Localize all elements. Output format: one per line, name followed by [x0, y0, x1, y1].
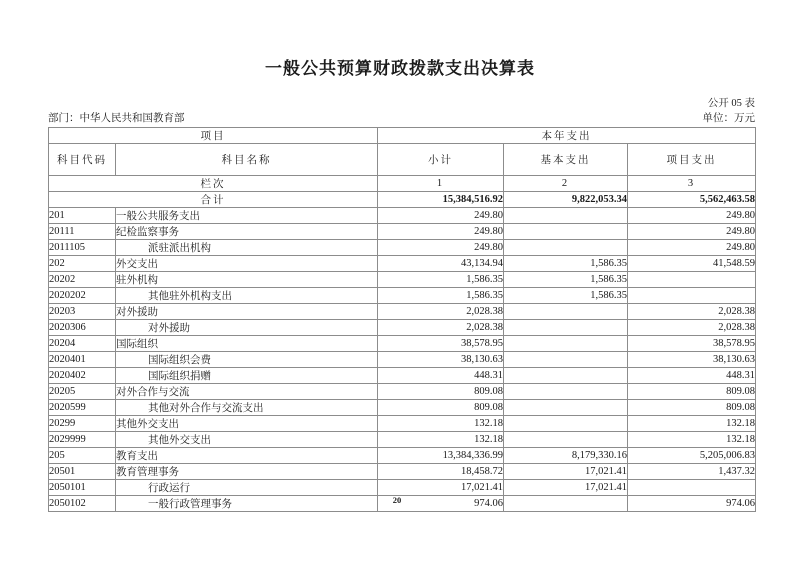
table-row — [49, 368, 756, 384]
subject-code-cell: 2020202 — [49, 288, 116, 304]
header-group-current-year-expense: 本年支出 — [378, 128, 756, 144]
table-row — [49, 352, 756, 368]
project-expense-cell: 132.18 — [628, 432, 756, 448]
subject-code-cell: 2020599 — [49, 400, 116, 416]
subject-name-cell: 对外援助 — [116, 304, 378, 320]
subtotal-cell: 38,130.63 — [378, 352, 504, 368]
basic-expense-cell — [504, 384, 628, 400]
column-index-2: 2 — [504, 176, 628, 192]
subject-name-cell: 其他外交支出 — [116, 432, 378, 448]
table-row — [49, 208, 756, 224]
project-expense-cell — [628, 272, 756, 288]
basic-expense-cell — [504, 336, 628, 352]
subtotal-cell: 17,021.41 — [378, 480, 504, 496]
page-title: 一般公共预算财政拨款支出决算表 — [265, 59, 535, 78]
table-body — [49, 208, 756, 512]
subtotal-cell: 974.06 — [378, 496, 504, 512]
subject-code-cell: 201 — [49, 208, 116, 224]
subtotal-cell: 13,384,336.99 — [378, 448, 504, 464]
budget-table — [48, 127, 756, 512]
basic-expense-cell — [504, 400, 628, 416]
subtotal-cell: 249.80 — [378, 224, 504, 240]
subject-name-cell: 国际组织捐赠 — [116, 368, 378, 384]
total-subtotal-value: 15,384,516.92 — [378, 192, 504, 208]
project-expense-cell: 809.08 — [628, 384, 756, 400]
project-expense-cell: 249.80 — [628, 240, 756, 256]
header-col-subtotal: 小计 — [378, 144, 504, 176]
subject-name-cell: 其他对外合作与交流支出 — [116, 400, 378, 416]
page-number: 20 — [392, 495, 402, 505]
table-row — [49, 400, 756, 416]
subject-name-cell: 对外援助 — [116, 320, 378, 336]
table-code-label: 公开 05 表 — [707, 98, 755, 109]
table-row — [49, 384, 756, 400]
subject-name-cell: 国际组织 — [116, 336, 378, 352]
subtotal-cell: 18,458.72 — [378, 464, 504, 480]
table-row — [49, 272, 756, 288]
project-expense-cell: 2,028.38 — [628, 320, 756, 336]
basic-expense-cell — [504, 432, 628, 448]
subject-code-cell: 205 — [49, 448, 116, 464]
basic-expense-cell: 1,586.35 — [504, 256, 628, 272]
project-expense-cell: 38,578.95 — [628, 336, 756, 352]
table-row — [49, 240, 756, 256]
subtotal-cell: 132.18 — [378, 416, 504, 432]
project-expense-cell: 249.80 — [628, 208, 756, 224]
subject-name-cell: 派驻派出机构 — [116, 240, 378, 256]
project-expense-cell: 249.80 — [628, 224, 756, 240]
subject-code-cell: 20111 — [49, 224, 116, 240]
subject-code-cell: 20205 — [49, 384, 116, 400]
basic-expense-cell — [504, 352, 628, 368]
basic-expense-cell — [504, 240, 628, 256]
project-expense-cell: 38,130.63 — [628, 352, 756, 368]
subtotal-cell: 809.08 — [378, 384, 504, 400]
header-col-basic-expense: 基本支出 — [504, 144, 628, 176]
basic-expense-cell — [504, 368, 628, 384]
subject-code-cell: 2050101 — [49, 480, 116, 496]
project-expense-cell: 1,437.32 — [628, 464, 756, 480]
basic-expense-cell: 17,021.41 — [504, 464, 628, 480]
subject-code-cell: 2050102 — [49, 496, 116, 512]
project-expense-cell: 2,028.38 — [628, 304, 756, 320]
table-row — [49, 432, 756, 448]
project-expense-cell: 448.31 — [628, 368, 756, 384]
header-group-row — [49, 128, 756, 144]
basic-expense-cell — [504, 224, 628, 240]
header-col-project-expense: 项目支出 — [628, 144, 756, 176]
subtotal-cell: 249.80 — [378, 240, 504, 256]
project-expense-cell — [628, 288, 756, 304]
basic-expense-cell: 1,586.35 — [504, 272, 628, 288]
subtotal-cell: 809.08 — [378, 400, 504, 416]
subject-name-cell: 其他驻外机构支出 — [116, 288, 378, 304]
subtotal-cell: 43,134.94 — [378, 256, 504, 272]
header-col-subject-code: 科目代码 — [49, 144, 116, 176]
table-row — [49, 256, 756, 272]
project-expense-cell: 5,205,006.83 — [628, 448, 756, 464]
column-index-1: 1 — [378, 176, 504, 192]
project-expense-cell — [628, 480, 756, 496]
table-row — [49, 288, 756, 304]
subject-name-cell: 一般行政管理事务 — [116, 496, 378, 512]
subject-code-cell: 20202 — [49, 272, 116, 288]
subject-name-cell: 教育管理事务 — [116, 464, 378, 480]
subtotal-cell: 448.31 — [378, 368, 504, 384]
basic-expense-cell — [504, 416, 628, 432]
subtotal-cell: 1,586.35 — [378, 288, 504, 304]
subject-name-cell: 教育支出 — [116, 448, 378, 464]
subject-code-cell: 20501 — [49, 464, 116, 480]
project-expense-cell: 974.06 — [628, 496, 756, 512]
basic-expense-cell — [504, 320, 628, 336]
subtotal-cell: 2,028.38 — [378, 304, 504, 320]
table-row — [49, 304, 756, 320]
subject-code-cell: 2020402 — [49, 368, 116, 384]
table-row — [49, 336, 756, 352]
subject-name-cell: 行政运行 — [116, 480, 378, 496]
subject-name-cell: 对外合作与交流 — [116, 384, 378, 400]
table-row — [49, 224, 756, 240]
header-group-project: 项目 — [49, 128, 378, 144]
subject-code-cell: 20299 — [49, 416, 116, 432]
subject-code-cell: 2020306 — [49, 320, 116, 336]
header-columns-row — [49, 144, 756, 176]
subject-code-cell: 2029999 — [49, 432, 116, 448]
basic-expense-cell: 17,021.41 — [504, 480, 628, 496]
subtotal-cell: 2,028.38 — [378, 320, 504, 336]
basic-expense-cell — [504, 304, 628, 320]
subject-code-cell: 202 — [49, 256, 116, 272]
meta-row — [48, 110, 755, 125]
subject-name-cell: 国际组织会费 — [116, 352, 378, 368]
header-col-subject-name: 科目名称 — [116, 144, 378, 176]
total-project-value: 5,562,463.58 — [628, 192, 756, 208]
subtotal-cell: 1,586.35 — [378, 272, 504, 288]
subject-code-cell: 20203 — [49, 304, 116, 320]
project-expense-cell: 132.18 — [628, 416, 756, 432]
table-row — [49, 320, 756, 336]
basic-expense-cell: 1,586.35 — [504, 288, 628, 304]
total-basic-value: 9,822,053.34 — [504, 192, 628, 208]
table-row — [49, 480, 756, 496]
column-index-3: 3 — [628, 176, 756, 192]
subject-name-cell: 外交支出 — [116, 256, 378, 272]
subject-name-cell: 其他外交支出 — [116, 416, 378, 432]
table-row — [49, 448, 756, 464]
subtotal-cell: 38,578.95 — [378, 336, 504, 352]
total-row — [49, 192, 756, 208]
subject-name-cell: 驻外机构 — [116, 272, 378, 288]
basic-expense-cell — [504, 208, 628, 224]
column-index-row — [49, 176, 756, 192]
subject-code-cell: 2020401 — [49, 352, 116, 368]
project-expense-cell: 809.08 — [628, 400, 756, 416]
unit-label: 单位：万元 — [702, 113, 755, 124]
subject-code-cell: 20204 — [49, 336, 116, 352]
subtotal-cell: 249.80 — [378, 208, 504, 224]
subtotal-cell: 132.18 — [378, 432, 504, 448]
column-index-label: 栏次 — [49, 176, 378, 192]
table-row — [49, 464, 756, 480]
project-expense-cell: 41,548.59 — [628, 256, 756, 272]
subject-code-cell: 2011105 — [49, 240, 116, 256]
subject-name-cell: 一般公共服务支出 — [116, 208, 378, 224]
department-label: 部门：中华人民共和国教育部 — [48, 113, 185, 124]
total-label: 合计 — [49, 192, 378, 208]
subject-name-cell: 纪检监察事务 — [116, 224, 378, 240]
basic-expense-cell: 8,179,330.16 — [504, 448, 628, 464]
table-row — [49, 416, 756, 432]
